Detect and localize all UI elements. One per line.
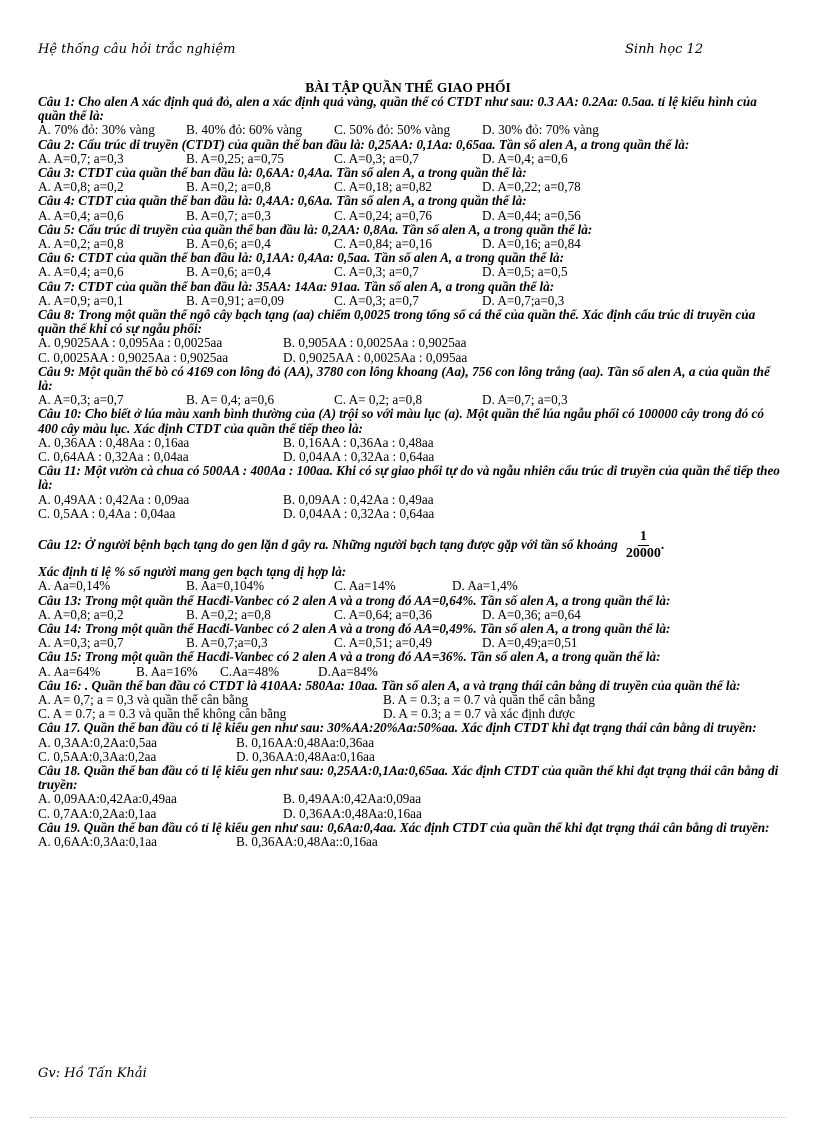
options-12 — [38, 579, 780, 593]
option: B. A=0,6; a=0,4 — [186, 236, 271, 252]
option: C. Aa=14% — [334, 578, 396, 594]
options-11a — [38, 493, 780, 507]
options-1 — [38, 123, 780, 137]
option: B. Aa=16% — [136, 663, 198, 679]
option: D. 0,04AA : 0,32Aa : 0,64aa — [283, 505, 435, 521]
option: D.Aa=84% — [318, 663, 378, 679]
option: C. A=0,64; a=0,36 — [334, 606, 433, 622]
option: A. 0,6AA:0,3Aa:0,1aa — [38, 833, 158, 849]
option: C. A=0,3; a=0,7 — [334, 150, 419, 166]
option: A. 0,09AA:0,42Aa:0,49aa — [38, 791, 177, 807]
options-17b — [38, 750, 780, 764]
question-19: Câu 19. Quần thể ban đầu có tỉ lệ kiểu gen như sau: 0,6Aa:0,4aa. Xác định CTDT của quần thể khi đạt trạng thái cân bằng di truyền: — [38, 819, 770, 835]
question-15: Câu 15: Trong một quần thể Hacđi-Vanbec có 2 alen A và a trong đó AA=36%. Tần số alen A, a trong quần thể là: — [38, 649, 661, 665]
option: D. A=0,7;a=0,3 — [482, 292, 565, 308]
option: D. A=0,5; a=0,5 — [482, 264, 568, 280]
question-7: Câu 7: CTDT của quần thể ban đầu là: 35AA: 14Aa: 91aa. Tần số alen A, a trong quần thể là: — [38, 278, 555, 294]
option: B. A=0,7;a=0,3 — [186, 635, 268, 651]
question-12: Câu 12: Ở người bệnh bạch tạng do gen lặn d gây ra. Những người bạch tạng được gặp với tần số khoảng $\frac{1}{20000}$ . — [38, 528, 665, 561]
option: B. A=0,91; a=0,09 — [186, 292, 285, 308]
question-8: Câu 8: Trong một quần thể ngô cây bạch tạng (aa) chiếm 0,0025 trong tổng số cá thể của quần thể. Xác định cấu trúc di truyền của quần thể khi có sự ngẫu phối: — [38, 307, 756, 337]
question-12-subtext: Xác định tỉ lệ % số người mang gen bạch tạng dị hợp là: — [38, 564, 347, 580]
option: C. A=0,24; a=0,76 — [334, 207, 433, 223]
options-8b — [38, 351, 780, 365]
option: A. A=0,4; a=0,6 — [38, 264, 124, 280]
question-1: Câu 1: Cho alen A xác định quả đỏ, alen a xác định quả vàng, quần thể có CTDT như sau: 0.3 AA: 0.2Aa: 0.5aa. tỉ lệ kiểu hình của quần thể là: — [38, 94, 757, 124]
option: A. A=0,4; a=0,6 — [38, 207, 124, 223]
option: D. 0,04AA : 0,32Aa : 0,64aa — [283, 449, 435, 465]
options-9 — [38, 393, 780, 407]
option: A. Aa=0,14% — [38, 578, 111, 594]
option: D. A=0,16; a=0,84 — [482, 236, 581, 252]
question-13: Câu 13: Trong một quần thể Hacđi-Vanbec có 2 alen A và a trong đó AA=0,64%. Tần số alen A, a trong quần thể là: — [38, 592, 671, 608]
options-2 — [38, 152, 780, 166]
option: B. 0,09AA : 0,42Aa : 0,49aa — [283, 491, 434, 507]
option: B. A = 0.3; a = 0.7 và quần thể cân bằng — [383, 691, 595, 707]
options-16a — [38, 693, 780, 707]
option: C. A=0,3; a=0,7 — [334, 264, 419, 280]
option: C. 0,5AA:0,3Aa:0,2aa — [38, 748, 157, 764]
question-3: Câu 3: CTDT của quần thể ban đầu là: 0,6AA: 0,4Aa. Tần số alen A, a trong quần thể là: — [38, 165, 527, 181]
option: B. 0,16AA:0,48Aa:0,36aa — [236, 734, 375, 750]
option: B. Aa=0,104% — [186, 578, 265, 594]
question-11: Câu 11: Một vườn cà chua có 500AA : 400Aa : 100aa. Khi có sự giao phối tự do và ngẫu nhiên cấu trúc di truyền của quần thể tiếp theo là: — [38, 463, 780, 493]
question-9: Câu 9: Một quần thể bò có 4169 con lông đỏ (AA), 3780 con lông khoang (Aa), 756 con lông trắng (aa). Tần số alen A, a của quần thể là: — [38, 363, 770, 394]
option: C.Aa=48% — [220, 663, 280, 679]
option: D. A=0,36; a=0,64 — [482, 606, 581, 622]
question-16: Câu 16: . Quần thể ban đầu có CTDT là 410AA: 580Aa: 10aa. Tần số alen A, a và trạng thái cân bằng di truyền của quần thể là: — [38, 677, 741, 693]
option: A. 0,3AA:0,2Aa:0,5aa — [38, 734, 158, 750]
option: D. A=0,49;a=0,51 — [482, 635, 578, 651]
question-4: Câu 4: CTDT của quần thể ban đầu là: 0,4AA: 0,6Aa. Tần số alen A, a trong quần thể là: — [38, 193, 527, 209]
options-10a — [38, 436, 780, 450]
option: C. A= 0,2; a=0,8 — [334, 392, 423, 408]
options-15 — [38, 665, 780, 679]
option: D. 0,9025AA : 0,0025Aa : 0,095aa — [283, 349, 468, 365]
option: D. A=0,4; a=0,6 — [482, 150, 568, 166]
options-14 — [38, 636, 780, 650]
option: D. 0,36AA:0,48Aa:0,16aa — [283, 805, 422, 821]
option: B. 0,905AA : 0,0025Aa : 0,9025aa — [283, 335, 467, 351]
option: C. 50% đỏ: 50% vàng — [334, 122, 451, 138]
option: C. A=0,51; a=0,49 — [334, 635, 433, 651]
option: C. A=0,18; a=0,82 — [334, 179, 433, 195]
options-8a — [38, 336, 780, 350]
fraction-numerator: 1 — [639, 528, 647, 544]
options-5 — [38, 237, 780, 251]
options-13 — [38, 608, 780, 622]
option: A. 0,49AA : 0,42Aa : 0,09aa — [38, 491, 190, 507]
option: A. 70% đỏ: 30% vàng — [38, 122, 155, 138]
option: D. A = 0.3; a = 0.7 và xác định được — [383, 706, 575, 722]
option: B. A=0,6; a=0,4 — [186, 264, 271, 280]
option: C. 0,64AA : 0,32Aa : 0,04aa — [38, 449, 189, 465]
option: A. Aa=64% — [38, 663, 101, 679]
options-18a — [38, 792, 780, 806]
question-5: Câu 5: Cấu trúc di truyền của quần thể ban đầu là: 0,2AA: 0,8Aa. Tần số alen A, a trong quần thể là: — [38, 221, 593, 237]
option: C. 0,5AA : 0,4Aa : 0,04aa — [38, 505, 176, 521]
option: B. 0,49AA:0,42Aa:0,09aa — [283, 791, 422, 807]
options-6 — [38, 265, 780, 279]
option: A. A=0,8; a=0,2 — [38, 179, 124, 195]
options-10b — [38, 450, 780, 464]
option: B. A= 0,4; a=0,6 — [186, 392, 275, 408]
option: B. A=0,2; a=0,8 — [186, 179, 271, 195]
options-19 — [38, 835, 780, 849]
option: A. A=0,3; a=0,7 — [38, 635, 124, 651]
option: D. A=0,22; a=0,78 — [482, 179, 581, 195]
header-left: Hệ thống câu hỏi trắc nghiệm — [38, 42, 236, 57]
option: C. 0,0025AA : 0,9025Aa : 0,9025aa — [38, 349, 229, 365]
options-3 — [38, 180, 780, 194]
page-bottom-divider — [30, 1117, 786, 1118]
option: B. A=0,2; a=0,8 — [186, 606, 271, 622]
option: D. Aa=1,4% — [452, 578, 518, 594]
option: B. A=0,25; a=0,75 — [186, 150, 285, 166]
option: D. 30% đỏ: 70% vàng — [482, 122, 599, 138]
question-list — [38, 95, 780, 849]
option: C. A = 0.7; a = 0.3 và quần thể không cân bằng — [38, 706, 287, 722]
options-16b — [38, 707, 780, 721]
option: C. A=0,84; a=0,16 — [334, 236, 433, 252]
options-7 — [38, 294, 780, 308]
option: B. A=0,7; a=0,3 — [186, 207, 271, 223]
option: A. A=0,3; a=0,7 — [38, 392, 124, 408]
option: B. 0,16AA : 0,36Aa : 0,48aa — [283, 434, 434, 450]
question-18: Câu 18. Quần thể ban đầu có tỉ lệ kiểu gen như sau: 0,25AA:0,1Aa:0,65aa. Xác định CTDT của quần thể khi đạt trạng thái cân bằng di truyền: — [38, 762, 779, 793]
option: C. A=0,3; a=0,7 — [334, 292, 419, 308]
option: A. 0,9025AA : 0,095Aa : 0,0025aa — [38, 335, 223, 351]
question-10: Câu 10: Cho biết ở lúa màu xanh bình thường của (A) trội so với màu lục (a). Một quần thể lúa ngẫu phối có 100000 cây trong đó có 400 cây màu lục. Xác định CTDT của quần thể tiếp theo là: — [38, 406, 764, 436]
fraction-denominator: 20000 — [625, 545, 661, 561]
fraction — [626, 529, 661, 562]
option: A. A=0,7; a=0,3 — [38, 150, 124, 166]
options-17a — [38, 736, 780, 750]
option: A. 0,36AA : 0,48Aa : 0,16aa — [38, 434, 190, 450]
option: A. A=0,2; a=0,8 — [38, 236, 124, 252]
option: B. 0,36AA:0,48Aa::0,16aa — [236, 833, 378, 849]
question-17: Câu 17. Quần thể ban đầu có tỉ lệ kiểu gen như sau: 30%AA:20%Aa:50%aa. Xác định CTDT khi đạt trạng thái cân bằng di truyền: — [38, 720, 757, 736]
option: D. 0,36AA:0,48Aa:0,16aa — [236, 748, 375, 764]
question-14: Câu 14: Trong một quần thể Hacđi-Vanbec có 2 alen A và a trong đó AA=0,49%. Tần số alen A, a trong quần thể là: — [38, 620, 671, 636]
options-4 — [38, 209, 780, 223]
option: A. A= 0,7; a = 0,3 và quần thể cân bằng — [38, 691, 249, 707]
footer-author: Gv: Hồ Tấn Khải — [38, 1066, 147, 1081]
question-12-text: Câu 12: Ở người bệnh bạch tạng do gen lặn d gây ra. Những người bạch tạng được gặp với tần số khoảng — [38, 536, 618, 552]
option: D. A=0,44; a=0,56 — [482, 207, 581, 223]
option: B. 40% đỏ: 60% vàng — [186, 122, 303, 138]
question-6: Câu 6: CTDT của quần thể ban đầu là: 0,1AA: 0,4Aa: 0,5aa. Tần số alen A, a trong quần thể là: — [38, 250, 564, 266]
page-title: BÀI TẬP QUẦN THỂ GIAO PHỐI — [305, 80, 511, 95]
option: C. 0,7AA:0,2Aa:0,1aa — [38, 805, 157, 821]
option: A. A=0,9; a=0,1 — [38, 292, 124, 308]
options-18b — [38, 807, 780, 821]
option: D. A=0,7; a=0,3 — [482, 392, 568, 408]
options-11b — [38, 507, 780, 521]
option: A. A=0,8; a=0,2 — [38, 606, 124, 622]
header-right: Sinh học 12 — [625, 42, 704, 57]
question-2: Câu 2: Cấu trúc di truyền (CTDT) của quần thể ban đầu là: 0,25AA: 0,1Aa: 0,65aa. Tần số alen A, a trong quần thể là: — [38, 136, 690, 152]
